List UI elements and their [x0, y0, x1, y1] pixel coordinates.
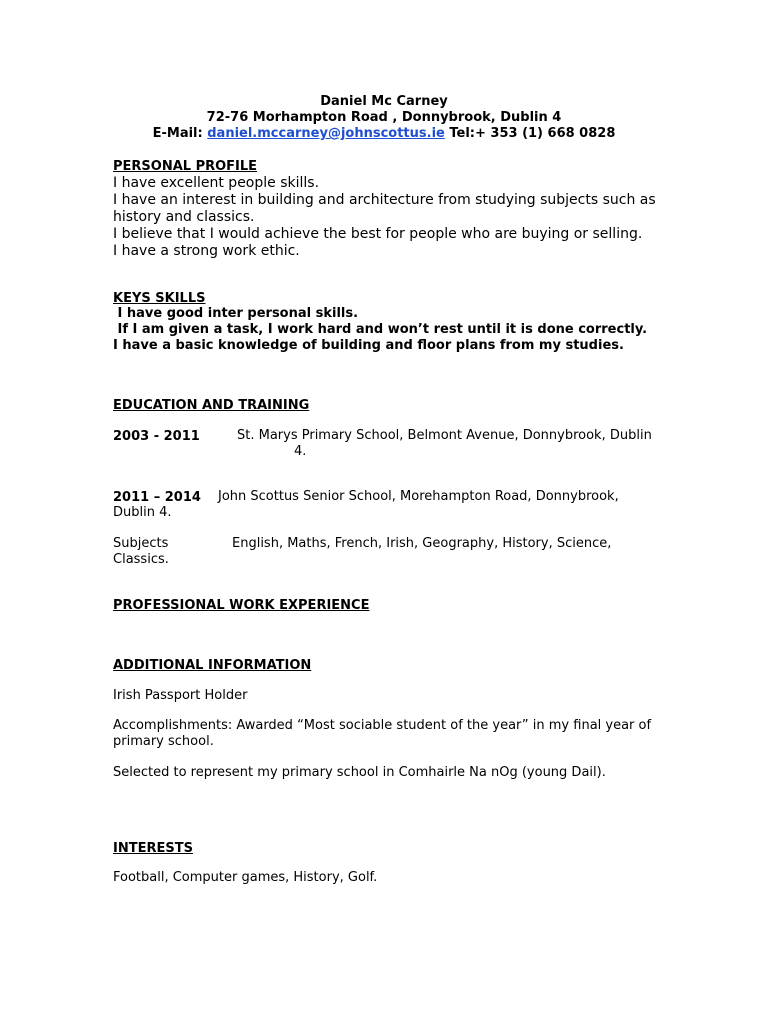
- contact-line: [0, 125, 768, 142]
- interests-text: Football, Computer games, History, Golf.: [113, 870, 378, 885]
- profile-line: I believe that I would achieve the best for people who are buying or selling.: [113, 226, 643, 242]
- selected-text: Selected to represent my primary school in Comhairle Na nOg (young Dail).: [113, 765, 606, 780]
- accomplishments-text-cont: primary school.: [113, 734, 214, 749]
- personal-profile-heading: PERSONAL PROFILE: [113, 159, 258, 174]
- skill-line: I have good inter personal skills.: [113, 306, 359, 321]
- subjects-list: English, Maths, French, Irish, Geography, History, Science,: [232, 536, 612, 551]
- accomplishments-text: Accomplishments: Awarded “Most sociable student of the year” in my final year of: [113, 718, 652, 733]
- key-skills-heading: KEYS SKILLS: [113, 291, 206, 306]
- skill-line: I have a basic knowledge of building and floor plans from my studies.: [113, 338, 624, 353]
- profile-line: I have a strong work ethic.: [113, 243, 300, 259]
- education-school: St. Marys Primary School, Belmont Avenue, Donnybrook, Dublin: [237, 428, 652, 443]
- subjects-label: Subjects: [113, 536, 169, 551]
- email-link[interactable]: daniel.mccarney@johnscottus.ie: [207, 126, 445, 141]
- candidate-address: 72-76 Morhampton Road , Donnybrook, Dublin 4: [206, 110, 562, 125]
- telephone: Tel:+ 353 (1) 668 0828: [449, 126, 616, 141]
- candidate-name: Daniel Mc Carney: [320, 94, 448, 109]
- passport-text: Irish Passport Holder: [113, 688, 248, 703]
- profile-line: I have excellent people skills.: [113, 175, 320, 191]
- profile-line: I have an interest in building and architecture from studying subjects such as: [113, 192, 656, 208]
- education-school: John Scottus Senior School, Morehampton Road, Donnybrook,: [218, 489, 619, 504]
- work-experience-heading: PROFESSIONAL WORK EXPERIENCE: [113, 598, 370, 613]
- interests-heading: INTERESTS: [113, 841, 193, 856]
- education-heading: EDUCATION AND TRAINING: [113, 398, 310, 413]
- education-school-cont: 4.: [294, 444, 307, 459]
- skill-line: If I am given a task, I work hard and won’t rest until it is done correctly.: [113, 322, 648, 337]
- email-label: E-Mail:: [152, 126, 203, 141]
- subjects-list-cont: Classics.: [113, 552, 169, 567]
- profile-line: history and classics.: [113, 209, 255, 225]
- education-years: 2003 - 2011: [113, 429, 200, 444]
- education-school-cont: Dublin 4.: [113, 505, 172, 520]
- education-years: 2011 – 2014: [113, 490, 201, 505]
- additional-info-heading: ADDITIONAL INFORMATION: [113, 658, 312, 673]
